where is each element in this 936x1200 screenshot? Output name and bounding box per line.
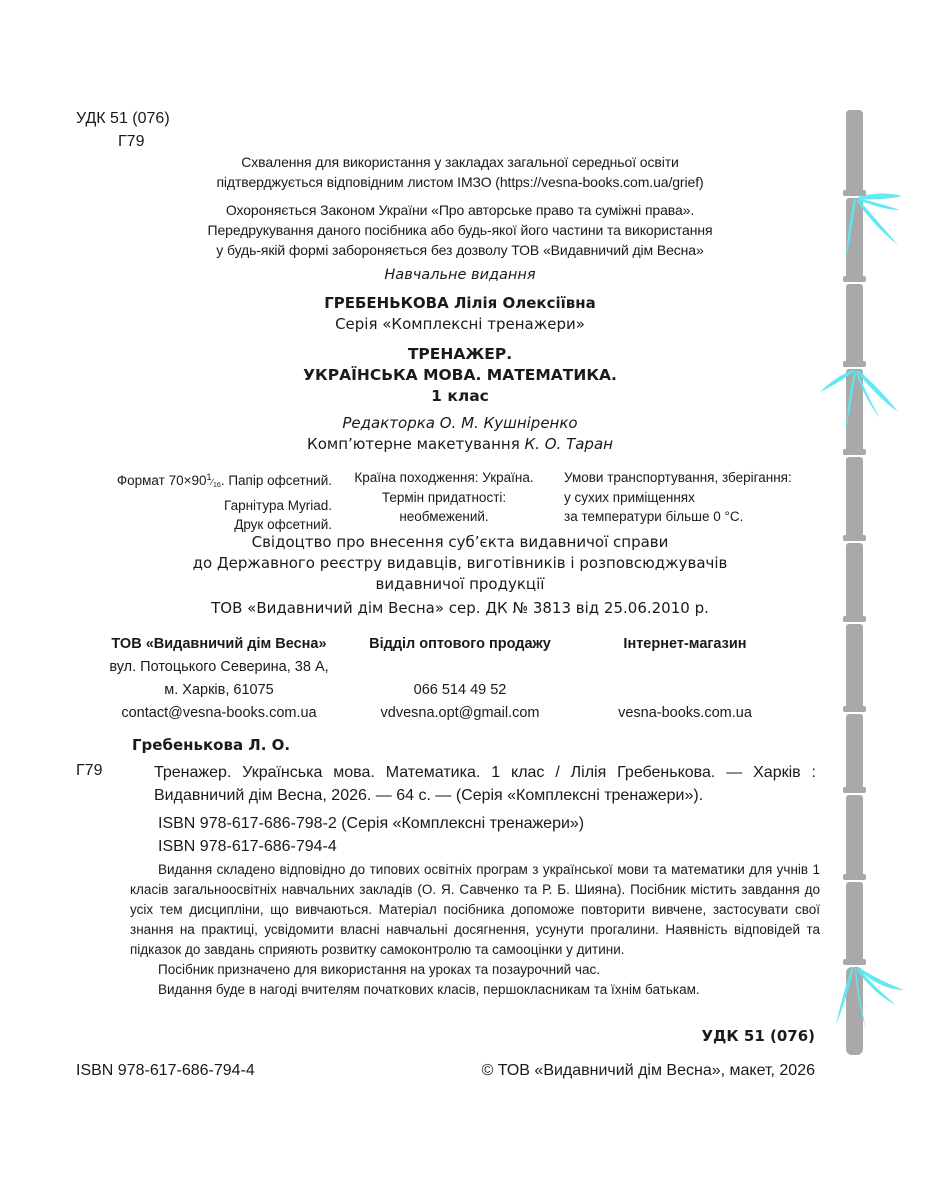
format-prefix: Формат 70×90 [116, 473, 207, 488]
copyright-line: Охороняється Законом України «Про авторське право та суміжні права». [225, 202, 695, 218]
specs-storage [564, 468, 824, 527]
annotation-paragraph: Посібник призначено для використання на уроках та позаурочний час. [158, 962, 600, 977]
bibliography-description: Тренажер. Українська мова. Математика. 1 клас / Лілія Гребенькова. — Харків : Видавничий дім Весна, 2026. — 64 с. — (Серія «Комплексні тренажери»). [154, 764, 816, 804]
bamboo-segment [846, 110, 863, 196]
spec-line: за температури більше 0 °С. [564, 509, 744, 524]
editor-credit: Редакторка О. М. Кушніренко [342, 414, 578, 432]
wholesale-phone[interactable]: 066 514 49 52 [413, 682, 507, 698]
layout-credit [210, 435, 710, 453]
contact-publisher [88, 633, 350, 725]
bamboo-node [843, 276, 866, 282]
publisher-certificate [160, 532, 760, 595]
bamboo-node [843, 959, 866, 965]
bamboo-node [843, 190, 866, 196]
bamboo-decoration-icon [800, 100, 910, 1065]
approval-line: Схвалення для використання у закладах загальної середньої освіти [241, 154, 679, 170]
contact-wholesale [355, 633, 565, 725]
spec-line: Термін придатності: [381, 489, 507, 505]
bamboo-segment [846, 795, 863, 880]
title-line: 1 клас [431, 387, 489, 405]
bamboo-node [843, 616, 866, 622]
annotation-paragraph: Видання буде в нагоді вчителям початкових класів, першокласникам та їхнім батькам. [158, 982, 700, 997]
bamboo-node [843, 706, 866, 712]
title-line: УКРАЇНСЬКА МОВА. МАТЕМАТИКА. [303, 366, 617, 384]
spec-line: необмежений. [399, 509, 489, 524]
edition-type: Навчальне видання [384, 267, 536, 283]
bamboo-node [843, 787, 866, 793]
isbn-book: ISBN 978-617-686-794-4 [158, 838, 337, 855]
bamboo-node [843, 535, 866, 541]
publisher-heading: ТОВ «Видавничий дім Весна» [111, 636, 327, 652]
bamboo-segment [846, 714, 863, 793]
spec-line: у сухих приміщеннях [564, 489, 695, 505]
annotation [130, 860, 820, 1000]
publisher-city: м. Харків, 61075 [164, 682, 274, 698]
layout-name: К. О. Таран [524, 435, 613, 453]
wholesale-email[interactable]: vdvesna.opt@gmail.com [380, 705, 540, 721]
copyright-line: у будь-якій формі забороняється без дозволу ТОВ «Видавничий дім Весна» [216, 242, 704, 258]
bamboo-node [843, 449, 866, 455]
spec-line: Гарнітура Myriad. [224, 497, 332, 513]
bamboo-segment [846, 284, 863, 367]
author-full-name: ГРЕБЕНЬКОВА Лілія Олексіївна [324, 294, 596, 312]
bamboo-segment [846, 624, 863, 712]
spec-line: Друк офсетний. [234, 517, 332, 532]
title-line: ТРЕНАЖЕР. [407, 345, 513, 363]
footer-copyright: © ТОВ «Видавничий дім Весна», макет, 2026 [481, 1062, 815, 1079]
bibliography-code: Г79 [76, 762, 103, 779]
approval-notice [160, 152, 760, 192]
book-title [210, 344, 710, 407]
bamboo-node [843, 874, 866, 880]
format-suffix: . Папір офсетний. [220, 473, 332, 488]
wholesale-heading: Відділ оптового продажу [369, 636, 551, 652]
fraction-num: 1 [206, 472, 212, 482]
specs-print [60, 468, 332, 535]
publisher-email[interactable]: contact@vesna-books.com.ua [121, 705, 317, 721]
udk-index: УДК 51 (076) [76, 110, 170, 127]
spacer [580, 679, 790, 702]
series-name: Серія «Комплексні тренажери» [335, 315, 585, 333]
format-line [60, 468, 332, 496]
author-sign: Г79 [118, 133, 145, 150]
spacer [355, 656, 565, 679]
copyright-notice [160, 200, 760, 260]
bamboo-stalk [843, 110, 866, 1055]
approval-line: підтверджується відповідним листом ІМЗО (https://vesna-books.com.ua/grief) [216, 174, 704, 190]
certificate-registration: ТОВ «Видавничий дім Весна» сер. ДК № 3813 від 25.06.2010 р. [211, 599, 709, 617]
layout-label: Комп’ютерне макетування [307, 435, 525, 453]
isbn-series: ISBN 978-617-686-798-2 (Серія «Комплексні тренажери») [158, 815, 585, 832]
bamboo-segment [846, 543, 863, 622]
contact-shop [580, 633, 790, 725]
spacer [580, 656, 790, 679]
footer-isbn: ISBN 978-617-686-794-4 [76, 1062, 255, 1079]
bamboo-segment [846, 882, 863, 965]
certificate-line: до Державного реєстру видавців, виготівників і розповсюджувачів [192, 554, 728, 572]
shop-heading: Інтернет-магазин [623, 636, 747, 652]
annotation-paragraph: Видання складено відповідно до типових освітніх програм з української мови та математики для учнів 1 класів загальноосвітніх навчальних закладів (О. Я. Савченко та Р. Б. Шияна). Посібник містить завдання до усіх тем дисципліни, що вивчаються. Матеріал посібника допоможе повторити вивчене, застосувати свої знання на практиці, усвідомити власні навчальні досягнення, усунути прогалини. Наявність відповідей та підказок до завдань сприяють розвитку самоконтролю та самооцінки у дитини. [130, 862, 820, 957]
certificate-line: видавничої продукції [375, 575, 545, 593]
shop-url[interactable]: vesna-books.com.ua [618, 705, 752, 721]
bamboo-node [843, 361, 866, 367]
isbn-list [158, 812, 584, 858]
format-fraction: $^1⁄_{16}$ [206, 472, 221, 489]
leaf-icon [857, 370, 898, 412]
copyright-line: Передрукування даного посібника або будь-якої його частини та використання [207, 222, 713, 238]
udk-bottom: УДК 51 (076) [701, 1027, 815, 1045]
publisher-address: вул. Потоцького Северина, 38 А, [109, 659, 329, 675]
specs-origin [336, 468, 552, 527]
bamboo-segment [846, 457, 863, 541]
spec-line: Країна походження: Україна. [354, 470, 534, 485]
certificate-line: Свідоцтво про внесення суб’єкта видавничої справи [251, 533, 669, 551]
fraction-den: 16 [213, 482, 221, 489]
bibliography-author: Гребенькова Л. О. [132, 736, 291, 754]
spec-line: Умови транспортування, зберігання: [564, 470, 792, 485]
